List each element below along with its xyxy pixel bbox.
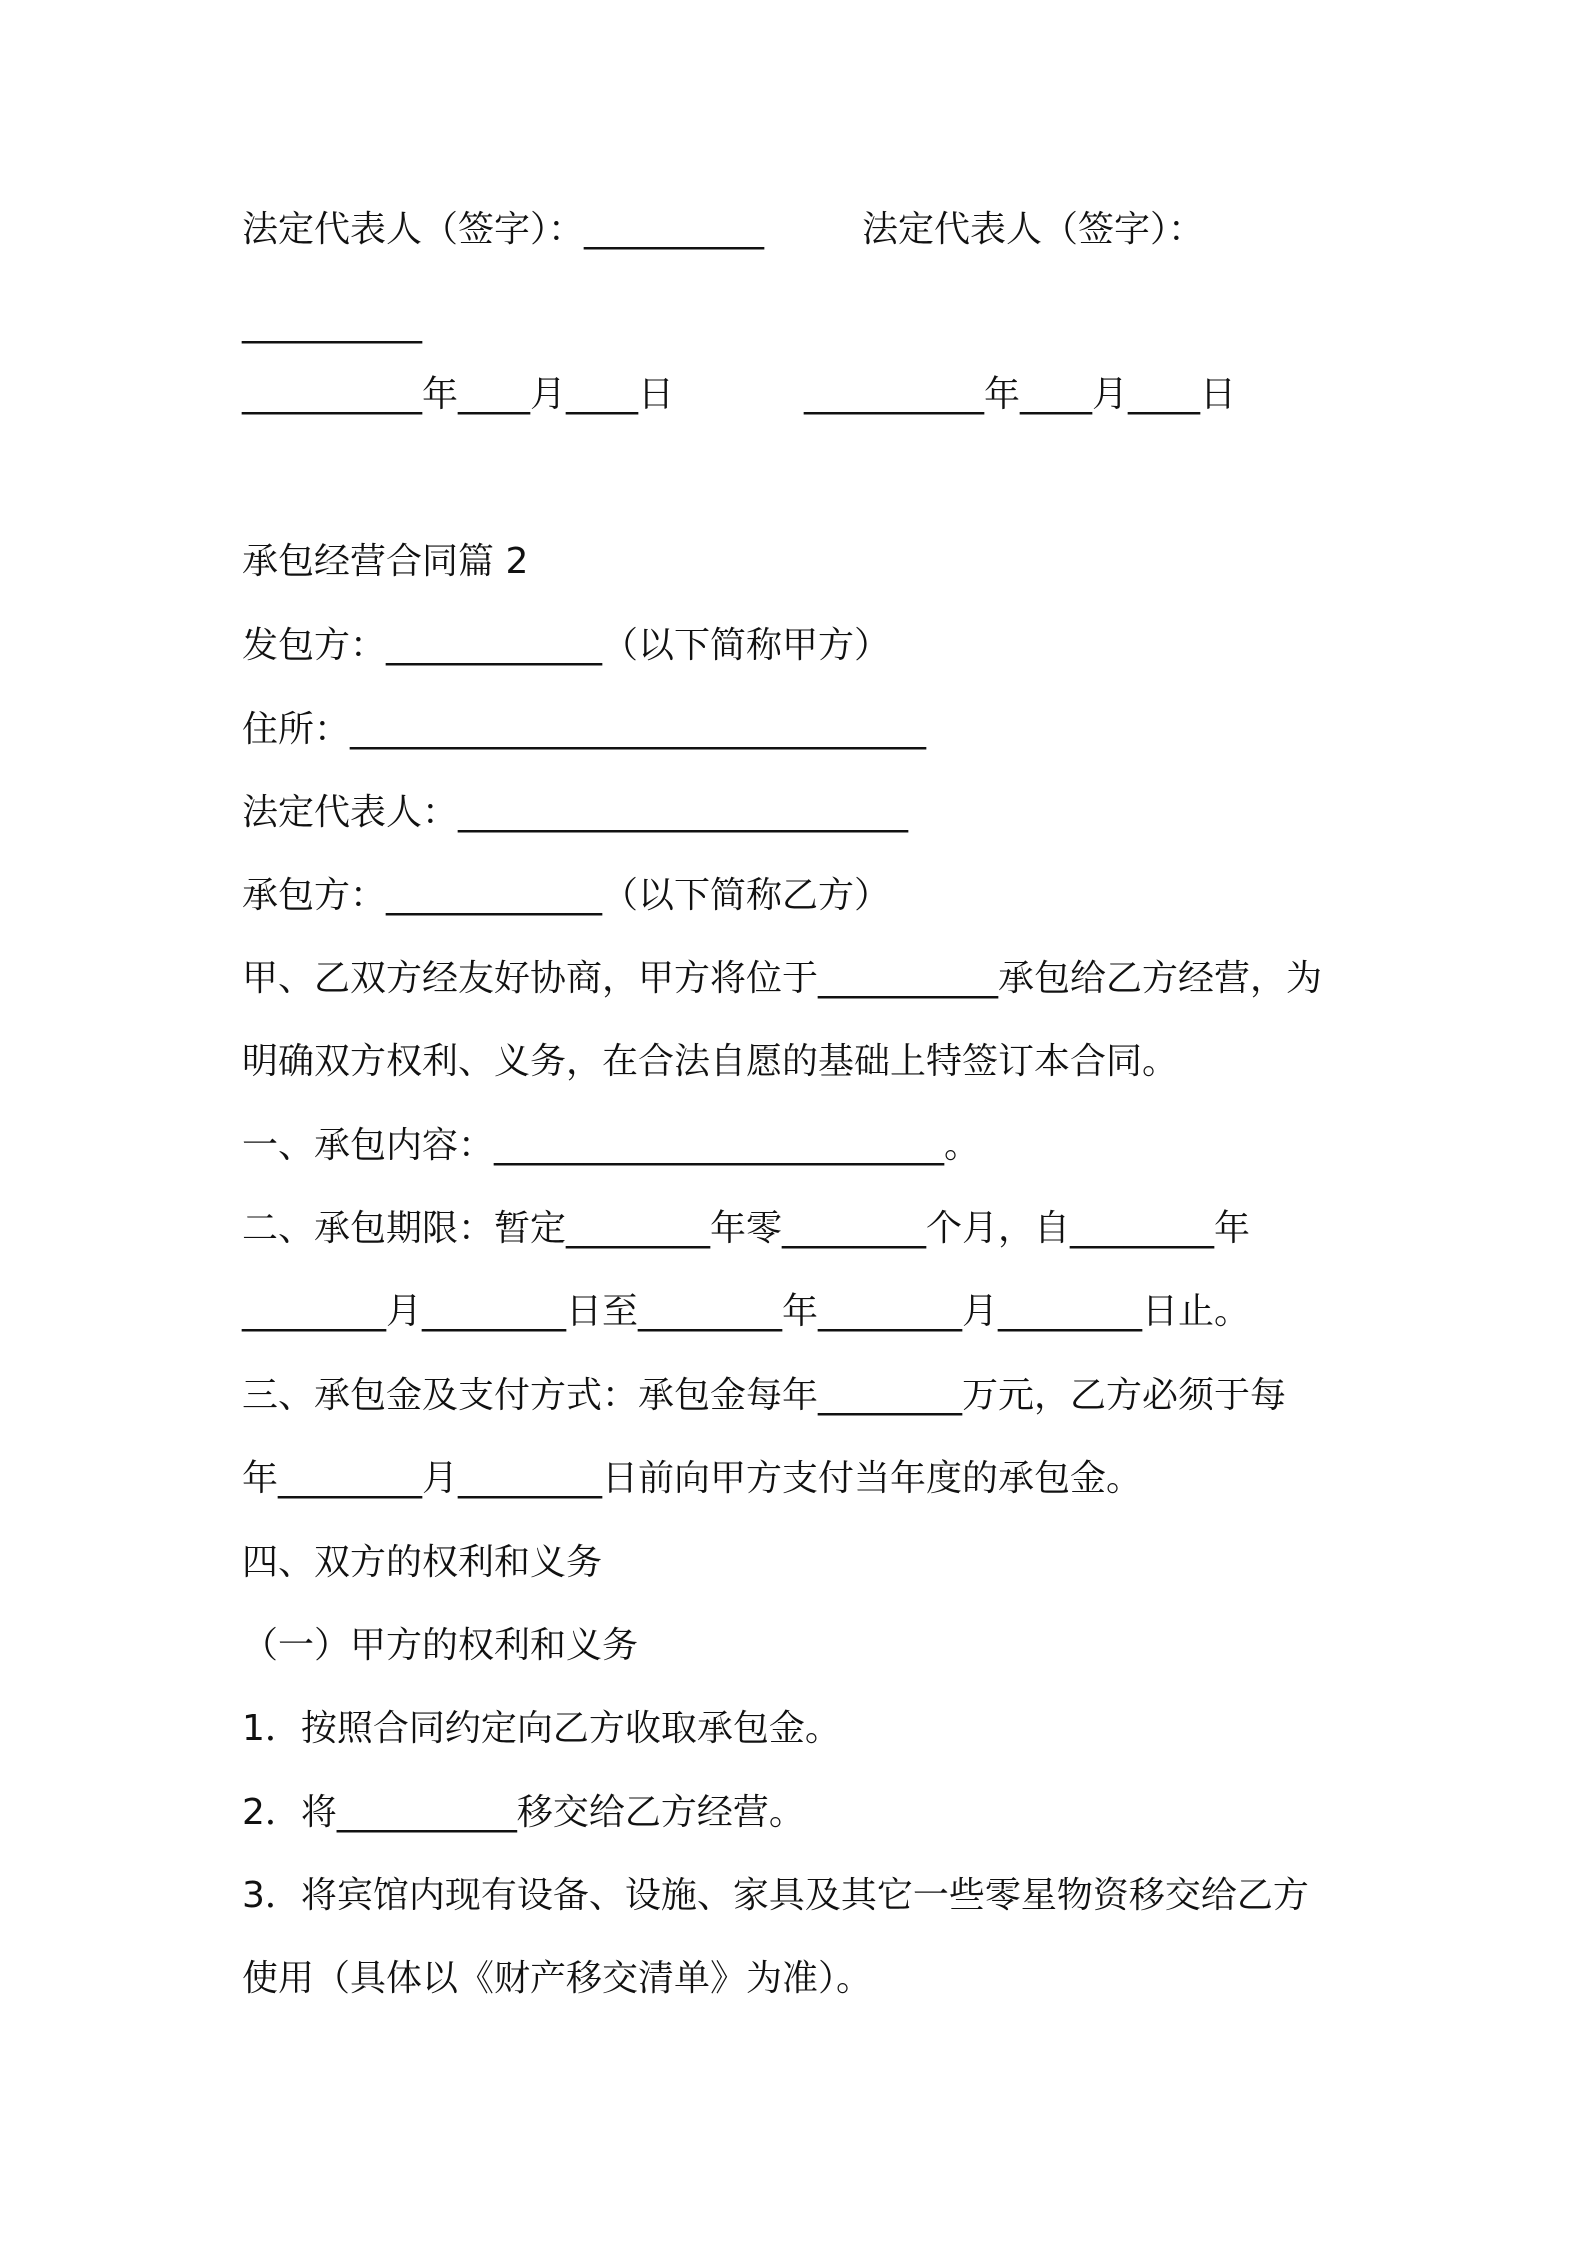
contract-line: （一）甲方的权利和义务: [242, 1625, 639, 1666]
party-a-date: __________年____月____日: [242, 374, 674, 415]
party-b-date: __________年____月____日: [804, 374, 1236, 415]
contract-line: 二、承包期限：暂定________年零________个月，自________年: [242, 1208, 1251, 1249]
contract-line: 明确双方权利、义务，在合法自愿的基础上特签订本合同。: [242, 1041, 1179, 1082]
contract-line: 四、双方的权利和义务: [242, 1542, 603, 1583]
party-b-signature-blank: __________: [242, 303, 422, 344]
contract-title: 承包经营合同篇 2: [242, 541, 529, 582]
party-b-representative-signature: 法定代表人（签字）：: [862, 209, 1205, 250]
contract-line: 承包方：____________（以下简称乙方）: [242, 875, 891, 916]
contract-line: 2．将__________移交给乙方经营。: [242, 1792, 805, 1833]
contract-line: 三、承包金及支付方式：承包金每年________万元，乙方必须于每: [242, 1375, 1287, 1416]
contract-line: ________月________日至________年________月________日止。: [242, 1291, 1251, 1332]
contract-line: 发包方：____________（以下简称甲方）: [242, 625, 891, 666]
contract-line: 使用（具体以《财产移交清单》为准）。: [242, 1958, 873, 1999]
contract-line: 法定代表人：_________________________: [242, 792, 909, 833]
contract-line: 甲、乙双方经友好协商，甲方将位于__________承包给乙方经营，为: [242, 958, 1323, 999]
contract-line: 3．将宾馆内现有设备、设施、家具及其它一些零星物资移交给乙方: [242, 1875, 1309, 1916]
contract-line: 住所：________________________________: [242, 709, 927, 750]
party-a-representative-signature: 法定代表人（签字）：__________: [242, 209, 765, 250]
contract-line: 一、承包内容：_________________________。: [242, 1125, 981, 1166]
contract-line: 年________月________日前向甲方支付当年度的承包金。: [242, 1458, 1143, 1499]
contract-line: 1．按照合同约定向乙方收取承包金。: [242, 1708, 841, 1749]
